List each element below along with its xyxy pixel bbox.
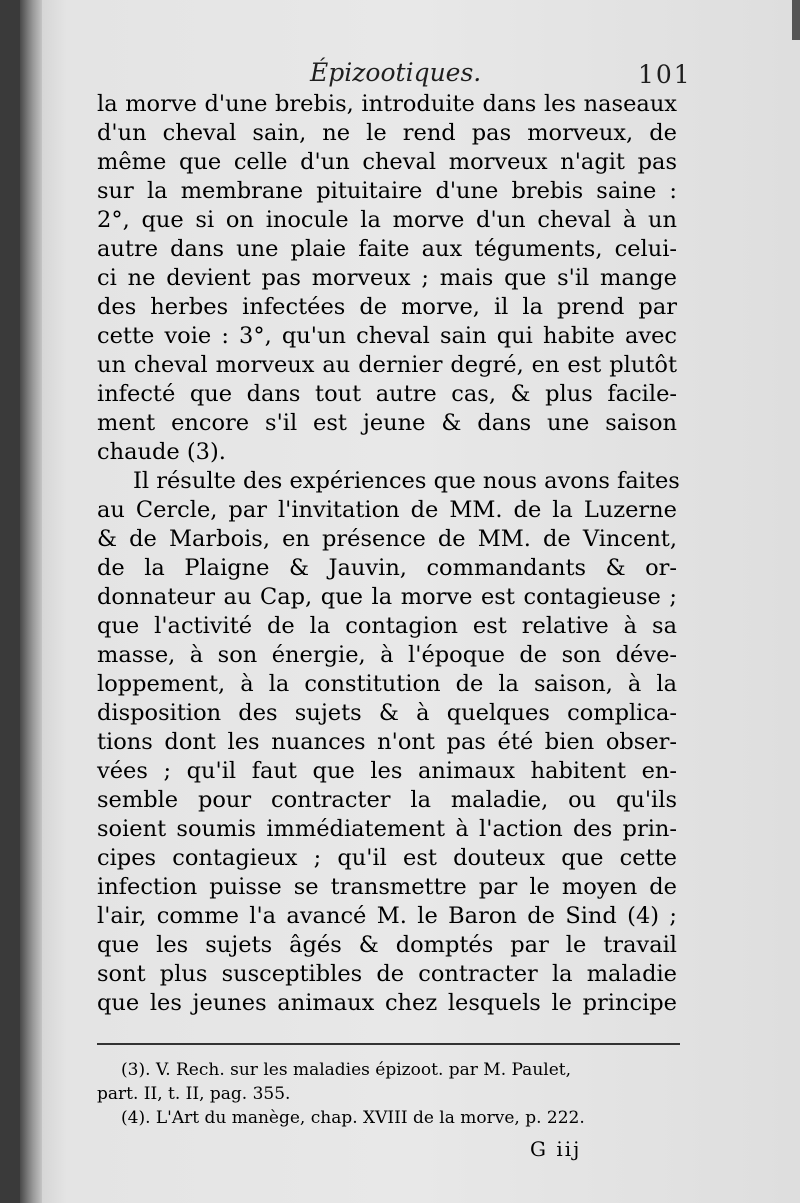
text-line: & de Marbois, en présence de MM. de Vincent,	[97, 526, 677, 552]
footnotes	[97, 1058, 680, 1130]
text-line: vées ; qu'il faut que les animaux habitent en-	[97, 758, 677, 784]
text-line: d'un cheval sain, ne le rend pas morveux, de	[97, 120, 677, 146]
text-line: cipes contagieux ; qu'il est douteux que cette	[97, 845, 677, 871]
text-line: infection puisse se transmettre par le moyen de	[97, 874, 677, 900]
text-line: soient soumis immédiatement à l'action des prin-	[97, 816, 677, 842]
text-line: masse, à son énergie, à l'époque de son déve-	[97, 642, 677, 668]
text-line: 2°, que si on inocule la morve d'un cheval à un	[97, 207, 677, 233]
text-line: que les jeunes animaux chez lesquels le principe	[97, 990, 677, 1016]
footnote-3-continued: part. II, t. II, pag. 355.	[97, 1084, 291, 1104]
page-number: 101	[638, 60, 692, 89]
running-title: Épizootiques.	[310, 58, 482, 87]
signature-mark: G iij	[530, 1137, 582, 1161]
text-line: des herbes infectées de morve, il la prend par	[97, 294, 677, 320]
text-line: chaude (3).	[97, 439, 226, 465]
text-line: cette voie : 3°, qu'un cheval sain qui habite avec	[97, 323, 677, 349]
book-binding	[20, 0, 42, 1203]
footnote-3: (3). V. Rech. sur les maladies épizoot. par M. Paulet,	[121, 1060, 572, 1080]
body-text	[97, 90, 680, 1018]
text-line: autre dans une plaie faite aux téguments, celui-	[97, 236, 677, 262]
text-line: au Cercle, par l'invitation de MM. de la Luzerne	[97, 497, 677, 523]
text-line: loppement, à la constitution de la saison, à la	[97, 671, 677, 697]
text-line: ment encore s'il est jeune & dans une saison	[97, 410, 677, 436]
text-line: infecté que dans tout autre cas, & plus facile-	[97, 381, 677, 407]
text-line: disposition des sujets & à quelques complica-	[97, 700, 677, 726]
text-line: l'air, comme l'a avancé M. le Baron de Sind (4) ;	[97, 903, 677, 929]
text-line: un cheval morveux au dernier degré, en est plutôt	[97, 352, 677, 378]
text-line: même que celle d'un cheval morveux n'agit pas	[97, 149, 677, 175]
text-line: semble pour contracter la maladie, ou qu'ils	[97, 787, 677, 813]
text-line: la morve d'une brebis, introduite dans les naseaux	[97, 91, 677, 117]
text-line: de la Plaigne & Jauvin, commandants & or-	[97, 555, 677, 581]
footnote-4: (4). L'Art du manège, chap. XVIII de la morve, p. 222.	[121, 1108, 585, 1128]
text-line: ci ne devient pas morveux ; mais que s'il mange	[97, 265, 677, 291]
text-line: que l'activité de la contagion est relative à sa	[97, 613, 677, 639]
text-line: sont plus susceptibles de contracter la maladie	[97, 961, 677, 987]
footnote-rule	[97, 1043, 680, 1045]
text-line: que les sujets âgés & domptés par le travail	[97, 932, 677, 958]
text-line: donnateur au Cap, que la morve est contagieuse ;	[97, 584, 677, 610]
text-line: tions dont les nuances n'ont pas été bien obser-	[97, 729, 677, 755]
text-line: Il résulte des expériences que nous avons faites	[133, 468, 680, 494]
text-line: sur la membrane pituitaire d'une brebis saine :	[97, 178, 677, 204]
page-edge	[792, 0, 800, 40]
